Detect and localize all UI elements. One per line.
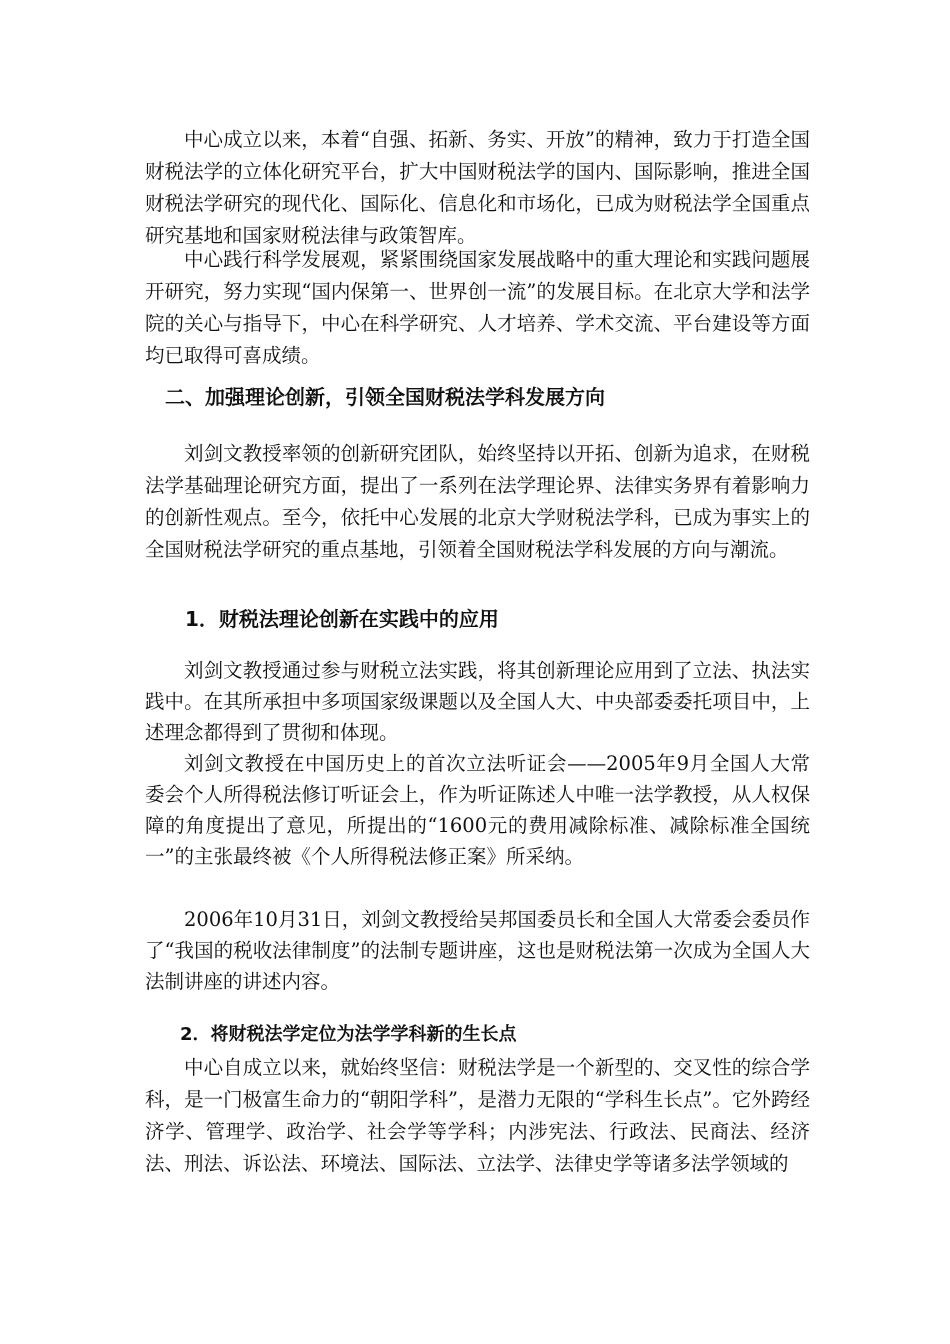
section-heading-2: 二、加强理论创新，引领全国财税法学科发展方向 [165, 385, 605, 409]
subheading-1: 1．财税法理论创新在实践中的应用 [185, 607, 499, 631]
paragraph-scientific-development: 中心践行科学发展观，紧紧围绕国家发展战略中的重大理论和实践问题展开研究，努力实现“国内保第一、世界创一流”的发展目标。在北京大学和法学院的关心与指导下，中心在科学研究、人才培养、学术交流、平台建设等方面均已取得可喜成绩。 [145, 248, 810, 367]
paragraph-legislative-practice: 刘剑文教授通过参与财税立法实践，将其创新理论应用到了立法、执法实践中。在其所承担中多项国家级课题以及全国人大、中央部委委托项目中，上述理念都得到了贯彻和体现。 [145, 659, 810, 744]
paragraph-innovation-team: 刘剑文教授率领的创新研究团队，始终坚持以开拓、创新为追求，在财税法学基础理论研究方面，提出了一系列在法学理论界、法律实务界有着影响力的创新性观点。至今，依托中心发展的北京大学财税法学科，已成为事实上的全国财税法学研究的重点基地，引领着全国财税法学科发展的方向与潮流。 [145, 442, 810, 561]
paragraph-lecture-2006: 2006年10月31日，刘剑文教授给吴邦国委员长和全国人大常委会委员作了“我国的税收法律制度”的法制专题讲座，这也是财税法第一次成为全国人大法制讲座的讲述内容。 [145, 908, 810, 993]
paragraph-discipline-growth: 中心自成立以来，就始终坚信：财税法学是一个新型的、交叉性的综合学科，是一门极富生命力的“朝阳学科”，是潜力无限的“学科生长点”。它外跨经济学、管理学、政治学、社会学等学科；内涉宪法、行政法、民商法、经济法、刑法、诉讼法、环境法、国际法、立法学、法律史学等诸多法学领域的 [145, 1056, 810, 1175]
subheading-2: 2．将财税法学定位为法学学科新的生长点 [180, 1024, 517, 1045]
paragraph-hearing-2005: 刘剑文教授在中国历史上的首次立法听证会——2005年9月全国人大常委会个人所得税法修订听证会上，作为听证陈述人中唯一法学教授，从人权保障的角度提出了意见，所提出的“1600元的费用减除标准、减除标准全国统一”的主张最终被《个人所得税法修正案》所采纳。 [145, 752, 810, 868]
paragraph-center-founding: 中心成立以来，本着“自强、拓新、务实、开放”的精神，致力于打造全国财税法学的立体化研究平台，扩大中国财税法学的国内、国际影响，推进全国财税法学研究的现代化、国际化、信息化和市场化，已成为财税法学全国重点研究基地和国家财税法律与政策智库。 [145, 128, 810, 247]
